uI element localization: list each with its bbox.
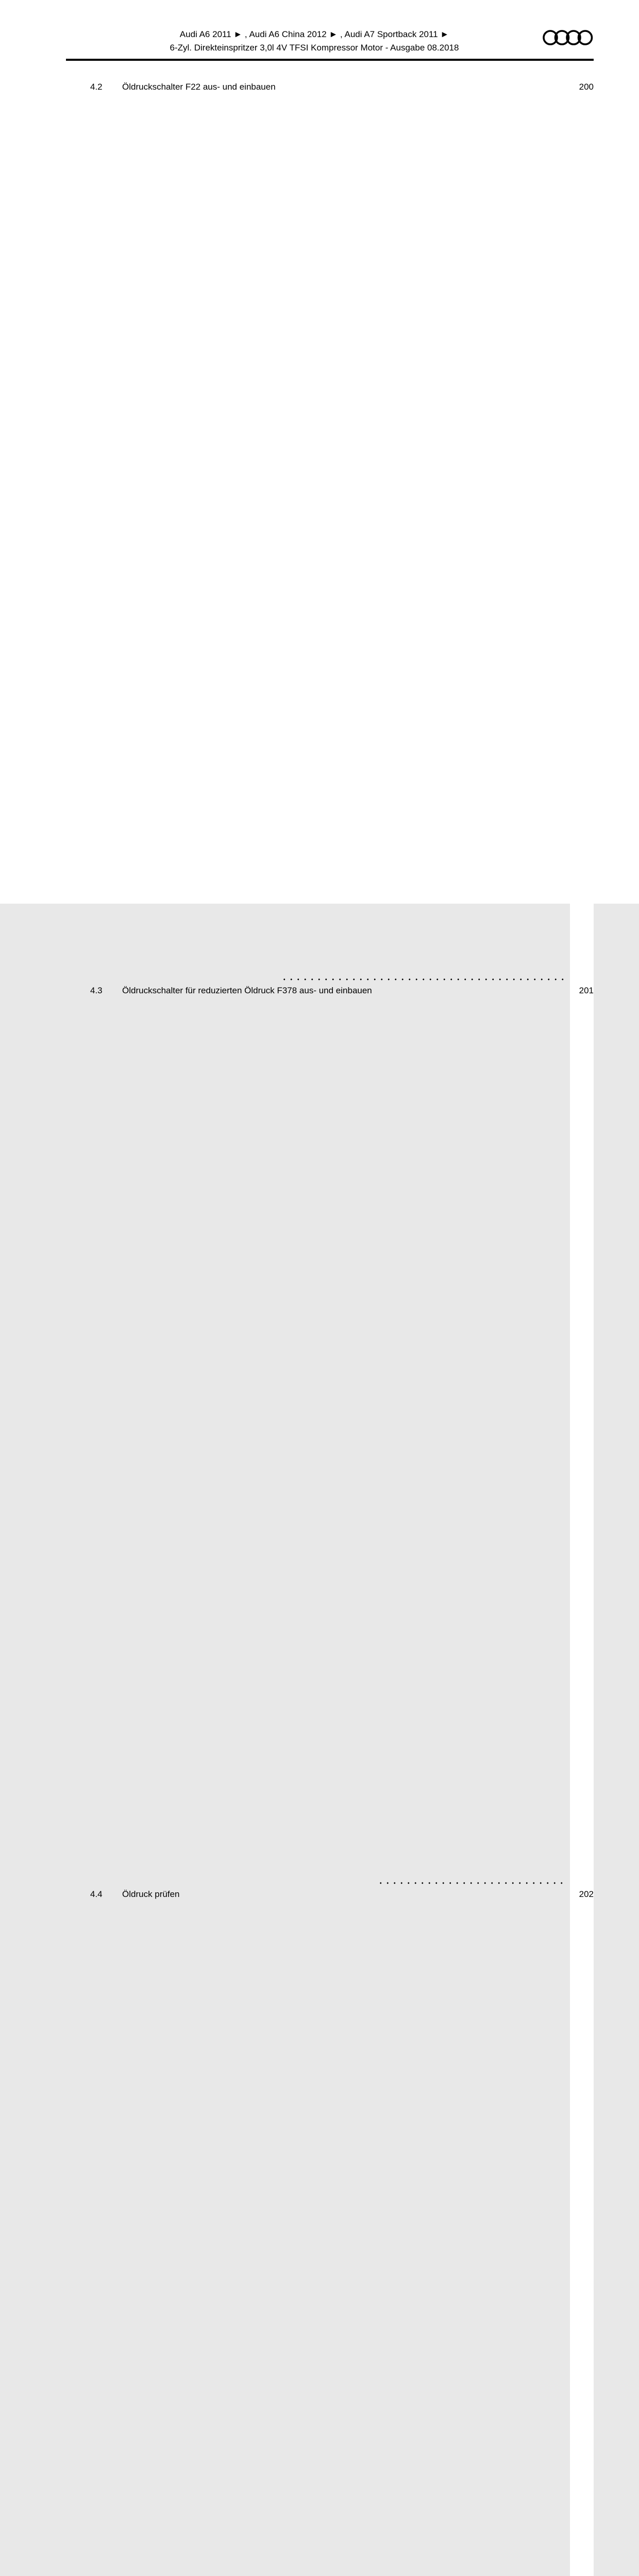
toc-list: [66, 80, 594, 2576]
toc-entry-page: 200: [570, 80, 594, 984]
toc-entry-page: 201: [570, 984, 594, 1888]
toc-entry-row: [66, 984, 594, 1888]
dot-leader: [281, 80, 566, 984]
toc-entry-title: Öldruckschalter F22 aus- und einbauen: [122, 82, 276, 92]
toc-entry-row: [66, 1888, 594, 2576]
audi-rings-icon: [542, 29, 594, 46]
page-header: [66, 0, 594, 61]
toc-entry-title: Öldruck prüfen: [122, 1889, 180, 1899]
header-engine-line: 6-Zyl. Direkteinspritzer 3,0l 4V TFSI Kompressor Motor - Ausgabe 08.2018: [170, 43, 459, 53]
toc-entry-number: 4.3: [90, 986, 103, 995]
dot-leader: [185, 1888, 566, 2576]
header-model-line: Audi A6 2011 ► , Audi A6 China 2012 ► , Audi A7 Sportback 2011 ►: [179, 29, 449, 39]
toc-entry-number: 4.2: [90, 82, 103, 92]
toc-entry-title: Öldruckschalter für reduzierten Öldruck F378 aus- und einbauen: [122, 986, 372, 995]
header-text: [66, 28, 594, 55]
toc-entry-page: 202: [570, 1888, 594, 2576]
toc-entry-row: [66, 80, 594, 984]
header-divider: [66, 59, 594, 61]
toc-entry-number: 4.4: [90, 1889, 103, 1899]
dot-leader: [377, 984, 566, 1888]
